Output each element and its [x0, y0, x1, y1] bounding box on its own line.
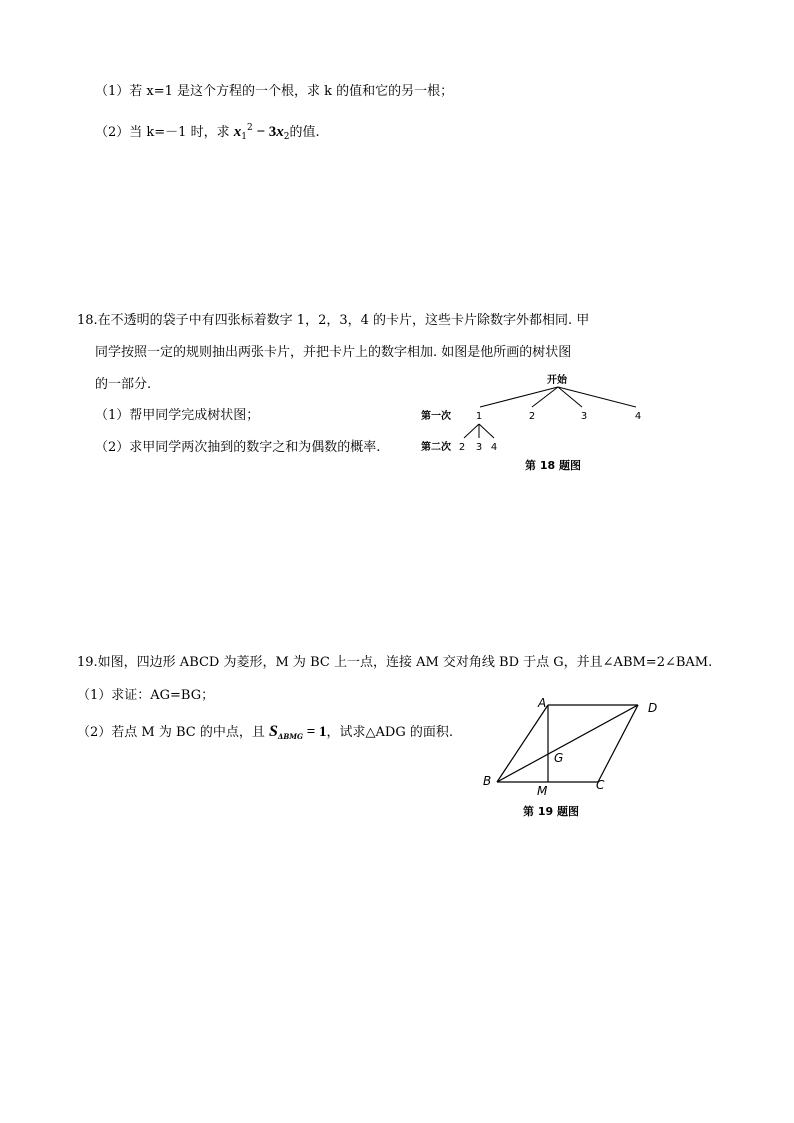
point-label-B: B	[483, 774, 492, 788]
q19-part2-suffix: ，试求△ADG 的面积.	[326, 725, 454, 740]
q17-part2	[95, 120, 320, 145]
q19-area-eq: = 1	[302, 724, 327, 740]
point-label-G: G	[554, 751, 564, 765]
point-label-C: C	[596, 778, 605, 792]
q18-tree-diagram	[410, 370, 670, 460]
q17-part2-prefix: （2）当 k=－1 时，求	[95, 125, 234, 140]
q18-figure-caption: 第 18 题图	[525, 459, 581, 472]
q19-stem-line1: 19.如图，四边形 ABCD 为菱形，M 为 BC 上一点，连接 AM 交对角线 BD 于点 G，并且∠ABM=2∠BAM.	[77, 655, 713, 670]
q18-stem-line2: 同学按照一定的规则抽出两张卡片，并把卡片上的数字相加. 如图是他所画的树状图	[95, 345, 572, 360]
q18-stem-line3: 的一部分.	[95, 377, 152, 392]
q19-figure-caption: 第 19 题图	[523, 805, 579, 818]
q17-expr-x2: x	[276, 124, 284, 140]
q19-rhombus-diagram	[470, 690, 680, 800]
q17-expr-x1: x	[233, 124, 242, 140]
tree-first-3: 3	[580, 411, 588, 422]
diagonal-BD	[497, 705, 638, 782]
tree-first-2: 2	[528, 411, 536, 422]
tree-level2-label: 第二次	[421, 442, 451, 453]
q18-stem-line1: 18.在不透明的袋子中有四张标着数字 1，2，3，4 的卡片，这些卡片除数字外都相同. 甲	[77, 313, 590, 328]
tree-second-4: 4	[490, 442, 498, 453]
q17-part2-suffix: 的值.	[289, 125, 320, 140]
q18-part1: （1）帮甲同学完成树状图；	[95, 408, 260, 423]
tree-first-1: 1	[475, 411, 483, 422]
q19-area-S: S	[269, 723, 278, 740]
q19-part2-prefix: （2）若点 M 为 BC 的中点，且	[77, 725, 269, 740]
point-label-A: A	[538, 696, 547, 710]
q17-expr-sub1: 1	[241, 132, 247, 142]
q18-part2: （2）求甲同学两次抽到的数字之和为偶数的概率.	[95, 440, 381, 455]
q19-part2	[77, 724, 453, 745]
tree-first-4: 4	[634, 411, 642, 422]
tree-second-2: 2	[458, 442, 466, 453]
point-label-M: M	[537, 784, 548, 798]
tree-root-label: 开始	[547, 375, 567, 386]
tree-subbranch-4	[479, 424, 494, 438]
q17-expr-sub2: 2	[283, 132, 290, 142]
tree-level1-label: 第一次	[421, 411, 451, 422]
q17-expr-sup: 2	[246, 123, 253, 133]
q19-area-sub: ΔBMG	[277, 732, 303, 741]
point-label-D: D	[648, 701, 658, 715]
edge-BA	[497, 705, 548, 782]
tree-subbranch-2	[464, 424, 479, 438]
q19-part1: （1）求证：AG=BG；	[77, 688, 215, 703]
tree-branch-1	[480, 387, 558, 407]
tree-second-3: 3	[475, 442, 483, 453]
q17-expr-minus: − 3	[252, 124, 277, 140]
q17-part1: （1）若 x=1 是这个方程的一个根，求 k 的值和它的另一根；	[95, 84, 454, 99]
